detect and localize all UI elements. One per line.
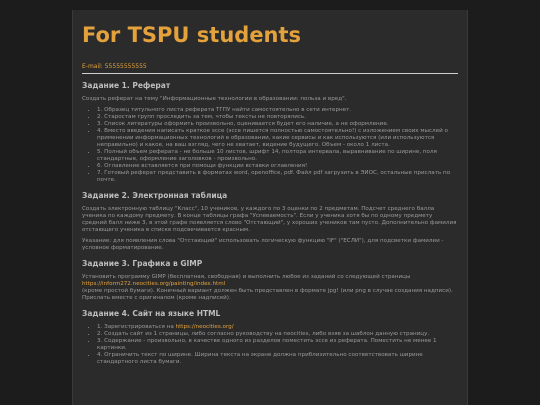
list-item: • 1. Образец титульного листа реферата ТГПУ найти самостоятельно в сети интернет.: [97, 107, 458, 114]
list-item: • 7. Готовый реферат представить в форматах word, openoffice, pdf. Файл pdf загрузить в ЭИОС, остальные прислать по почте.: [97, 170, 458, 184]
list-item: • 2. Старостам групп проследить за тем, чтобы тексты не повторялись.: [97, 114, 458, 121]
task1-list: [82, 107, 458, 184]
site-title: For TSPU students: [82, 23, 302, 47]
task3-heading: Задание 3. Графика в GIMP: [82, 259, 203, 268]
task2-hint: Указание: для появления слова "Отстающий" использовать логическую функцию "IF" ("ЕСЛИ"), для подсветки фамилии - условное форматирование.: [82, 238, 444, 251]
neocities-link[interactable]: https://neocities.org/: [175, 324, 234, 330]
task2-description: Создать электронную таблицу "Класс", 10 учеников, у каждого по 3 оценки по 2 предметам. Подсчет среднего балла ученика по каждому предмету. В конце таблицы графа "Успеваемость". Если у ученика хотя бы по одному предмету средний балл ниже 3, в этой графе появляется слово "Отстающий", у хороших учеников там пусто. Дополнительно фамилия отстающего ученика в списке подсвечивается красным.: [82, 206, 457, 233]
task3-text-2: (кроме простой бумаги). Конечный вариант должен быть представлен в формате jpg! (или png в случае создания надписи). Прислать вместе с оригиналом (кроме надписей).: [82, 288, 453, 301]
task3-description: [82, 274, 458, 302]
task2-heading: Задание 2. Электронная таблица: [82, 191, 228, 200]
list-item: • 2. Создать сайт из 1 страницы, либо согласно руководству на neocities, либо взяв за шаблон данную страницу.: [97, 331, 458, 338]
list-item: • 3. Содержание - произвольно, в качестве одного из разделов поместить эссе из реферата. Поместить не менее 1 картинки.: [97, 338, 458, 352]
list-item: • 4. Вместо введения написать краткое эссе (эссе пишется полностью самостоятельно!) с изложением своих мыслей о применении информационных технологий в образовании, какие сервисы и как используются (или используются неправильно) и какое, на ваш взгляд, чего не хватает, видение будущего. Объем - около 1 листа.: [97, 128, 458, 149]
list-item-text: 1. Зарегистрироваться на: [97, 324, 176, 330]
list-item: • 4. Ограничить текст по ширине. Ширина текста на экране должна приблизительно соответствовать ширине стандартного листа бумаги.: [97, 352, 458, 366]
task4-heading: Задание 4. Сайт на языке HTML: [82, 309, 221, 318]
list-item: [97, 324, 458, 331]
task3-text: Установить программу GIMP (бесплатная, свободная) и выполнить любое из заданий со следующей страницы: [82, 274, 411, 280]
task1-intro: Создать реферат на тему "Информационные технологии в образовании: польза и вред".: [82, 96, 347, 102]
page-container: [72, 10, 468, 405]
list-item: • 6. Оглавление вставляется при помощи функции вставки оглавления!: [97, 163, 458, 170]
painting-link[interactable]: https://inform272.neocities.org/painting/index.html: [82, 281, 226, 287]
list-item: • 3. Список литературы оформить произвольно, оценивается будет его наличие, а не оформление.: [97, 121, 458, 128]
email-line: E-mail: 55555555555: [82, 63, 147, 70]
header-divider: [82, 73, 458, 74]
task4-list: [82, 324, 458, 366]
task1-heading: Задание 1. Реферат: [82, 81, 171, 90]
list-item: • 5. Полный объем реферата - не больше 10 листов, шрифт 14, полтора интервала, выравнивание по ширине, поля стандартные, оформление заголовков - произвольно.: [97, 149, 458, 163]
